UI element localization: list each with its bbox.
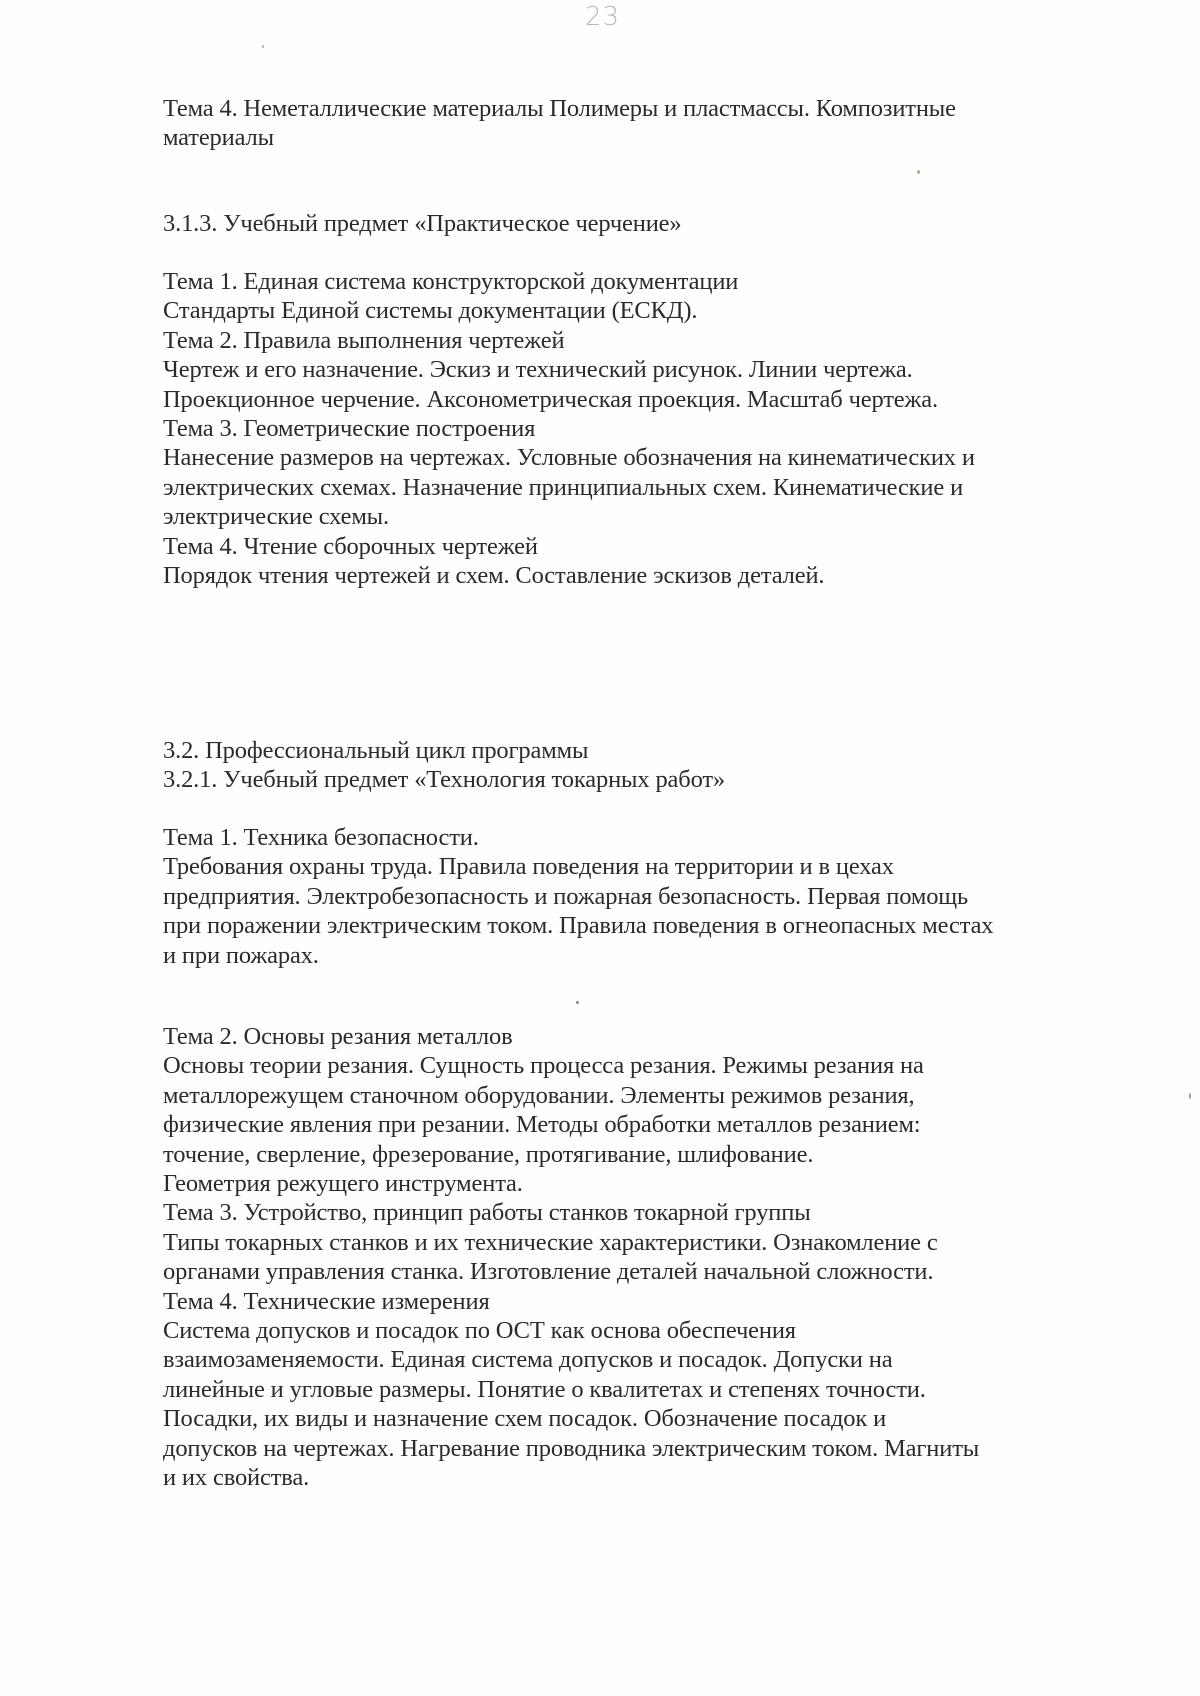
drawing-topics: [163, 267, 1163, 590]
topic-text: физические явления при резании. Методы обработки металлов резанием:: [163, 1111, 921, 1139]
topic-text: и их свойства.: [163, 1464, 310, 1492]
professional-cycle-headings: [163, 736, 1163, 795]
topic-title: Тема 2. Правила выполнения чертежей: [163, 326, 565, 354]
subject-heading: 3.2.1. Учебный предмет «Технология токарных работ»: [163, 766, 726, 794]
topic-text: предприятия. Электробезопасность и пожарная безопасность. Первая помощь: [163, 882, 969, 910]
topic-text: точение, сверление, фрезерование, протягивание, шлифование.: [163, 1140, 814, 1168]
previous-topic: [163, 94, 1163, 153]
topic-text: электрические схемы.: [163, 503, 389, 531]
topic-text: Посадки, их виды и назначение схем посадок. Обозначение посадок и: [163, 1405, 887, 1433]
topic-title: Тема 2. Основы резания металлов: [163, 1023, 513, 1050]
topic-text: Типы токарных станков и их технические характеристики. Ознакомление с: [163, 1228, 938, 1256]
topic-text: Основы теории резания. Сущность процесса резания. Режимы резания на: [163, 1052, 924, 1080]
topic-title: Тема 3. Устройство, принцип работы станков токарной группы: [163, 1199, 811, 1227]
section-heading: 3.2. Профессиональный цикл программы: [163, 737, 589, 764]
topic-text: Геометрия режущего инструмента.: [163, 1170, 523, 1198]
scan-speck: [917, 170, 920, 174]
topic-title: Тема 1. Единая система конструкторской документации: [163, 268, 739, 295]
topic-title: Тема 3. Геометрические построения: [163, 415, 536, 443]
scan-speck: [1189, 1093, 1191, 1099]
topic-text: и при пожарах.: [163, 941, 319, 969]
turning-topic-1: [163, 823, 1163, 970]
topic-text: органами управления станка. Изготовление деталей начальной сложности.: [163, 1258, 934, 1286]
scan-speck: [262, 45, 264, 48]
topic-text: взаимозаменяемости. Единая система допусков и посадок. Допуски на: [163, 1346, 893, 1374]
section-heading: 3.1.3. Учебный предмет «Практическое черчение»: [163, 210, 682, 237]
text-line: материалы: [163, 124, 274, 152]
topic-text: Порядок чтения чертежей и схем. Составление эскизов деталей.: [163, 562, 825, 590]
turning-topics-2-4: [163, 1022, 1163, 1493]
topic-text: Нанесение размеров на чертежах. Условные обозначения на кинематических и: [163, 444, 975, 472]
handwritten-page-number: 23: [585, 2, 621, 32]
topic-text: Проекционное черчение. Аксонометрическая проекция. Масштаб чертежа.: [163, 385, 939, 413]
topic-title: Тема 4. Чтение сборочных чертежей: [163, 532, 538, 560]
topic-text: электрических схемах. Назначение принципиальных схем. Кинематические и: [163, 473, 964, 501]
topic-text: линейные и угловые размеры. Понятие о квалитетах и степенях точности.: [163, 1375, 926, 1403]
subject-heading-drawing: [163, 209, 1163, 238]
topic-text: Чертеж и его назначение. Эскиз и технический рисунок. Линии чертежа.: [163, 356, 913, 384]
topic-text: допусков на чертежах. Нагревание проводника электрическим током. Магниты: [163, 1434, 980, 1462]
scan-speck: [576, 1001, 579, 1004]
topic-text: Система допусков и посадок по ОСТ как основа обеспечения: [163, 1317, 796, 1345]
topic-text: металлорежущем станочном оборудовании. Элементы режимов резания,: [163, 1081, 915, 1109]
topic-title: Тема 1. Техника безопасности.: [163, 824, 479, 851]
topic-text: Требования охраны труда. Правила поведения на территории и в цехах: [163, 853, 894, 881]
topic-text: Стандарты Единой системы документации (ЕСКД).: [163, 297, 698, 325]
text-line: Тема 4. Неметаллические материалы Полимеры и пластмассы. Композитные: [163, 95, 956, 122]
topic-text: при поражении электрическим током. Правила поведения в огнеопасных местах: [163, 912, 994, 940]
topic-title: Тема 4. Технические измерения: [163, 1287, 490, 1315]
